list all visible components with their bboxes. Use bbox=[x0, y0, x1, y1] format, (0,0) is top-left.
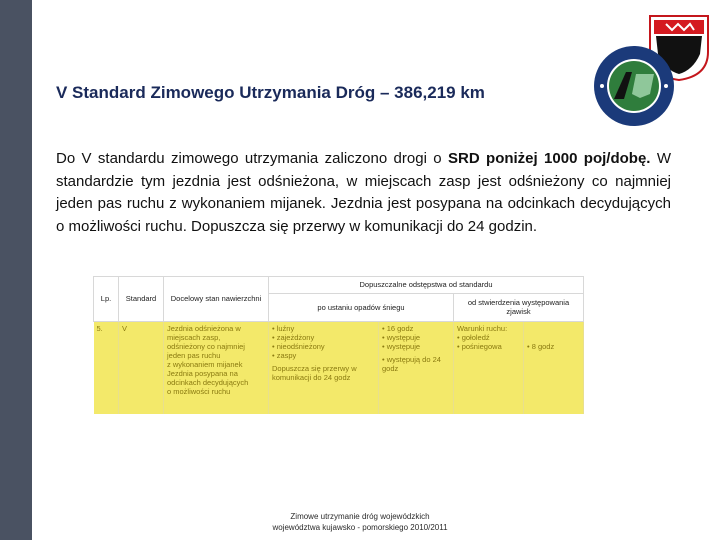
snow-time: • występuje bbox=[382, 341, 421, 351]
snow-condition: • zaspy bbox=[272, 350, 297, 360]
snow-condition: • zajeżdżony bbox=[272, 332, 315, 342]
header-target-state: Docelowy stan nawierzchni bbox=[164, 277, 269, 322]
target-line: odśnieżony co najmniej jeden pas ruchu bbox=[167, 341, 245, 360]
body-text-bold: SRD poniżej 1000 poj/dobę. bbox=[447, 150, 651, 167]
phenomena-line: • gołoledź bbox=[457, 332, 490, 342]
target-line: o możliwości ruchu bbox=[167, 386, 231, 396]
body-text-part2: W standardzie tym jezdnia jest odśnieżona, w miejscach zasp jest odśnieżony co najmniej jeden pas ruchu z wykonaniem mijanek. Jezdnia jest posypana na odcinkach decydujących o możliwości ruchu. Dopuszcza się przerwy w komunikacji do 24 godzin. bbox=[56, 150, 671, 235]
header-after-phenomena: od stwierdzenia występowania zjawisk bbox=[454, 293, 584, 321]
body-text-part1: Do V standardu zimowego utrzymania zaliczono drogi o bbox=[56, 150, 448, 167]
body-paragraph bbox=[56, 148, 671, 238]
header-after-snowfall: po ustaniu opadów śniegu bbox=[269, 293, 454, 321]
snow-condition: • luźny bbox=[272, 323, 295, 333]
phenomena-line: • pośniegowa bbox=[457, 341, 502, 351]
target-line: Jezdnia odśnieżona w miejscach zasp, bbox=[167, 323, 241, 342]
snow-time: • występuje bbox=[382, 332, 421, 342]
slide-footer bbox=[240, 511, 480, 533]
cell-phenomena bbox=[454, 321, 524, 414]
snow-condition: • nieodśnieżony bbox=[272, 341, 325, 351]
snow-time: • występują do 24 godz bbox=[382, 354, 441, 373]
footer-line: województwa kujawsko - pomorskiego 2010/2011 bbox=[272, 523, 448, 532]
header-lp: Lp. bbox=[94, 277, 119, 322]
cell-snow-times bbox=[379, 321, 454, 414]
target-line: Jezdnia posypana na odcinkach decydujących bbox=[167, 368, 249, 387]
cell-lp: 5. bbox=[94, 321, 119, 414]
target-line: z wykonaniem mijanek bbox=[167, 359, 243, 369]
footer-line: Zimowe utrzymanie dróg wojewódzkich bbox=[290, 512, 430, 521]
standard-table bbox=[93, 276, 583, 414]
phenomena-time: • 8 godz bbox=[527, 341, 555, 351]
header-deviations: Dopuszczalne odstępstwa od standardu bbox=[269, 277, 584, 294]
header-standard: Standard bbox=[119, 277, 164, 322]
snow-time: • 16 godz bbox=[382, 323, 414, 333]
cell-standard: V bbox=[119, 321, 164, 414]
zdw-logo bbox=[592, 44, 676, 128]
slide-title: V Standard Zimowego Utrzymania Dróg – 386,219 km bbox=[56, 83, 485, 102]
cell-snow-conditions bbox=[269, 321, 379, 414]
table-row bbox=[94, 321, 584, 414]
phenomena-line: Warunki ruchu: bbox=[457, 323, 508, 333]
snow-conditions-note: Dopuszcza się przerwy w komunikacji do 24 godz bbox=[272, 363, 357, 382]
cell-target-state bbox=[164, 321, 269, 414]
cell-phenomena-times bbox=[524, 321, 584, 414]
